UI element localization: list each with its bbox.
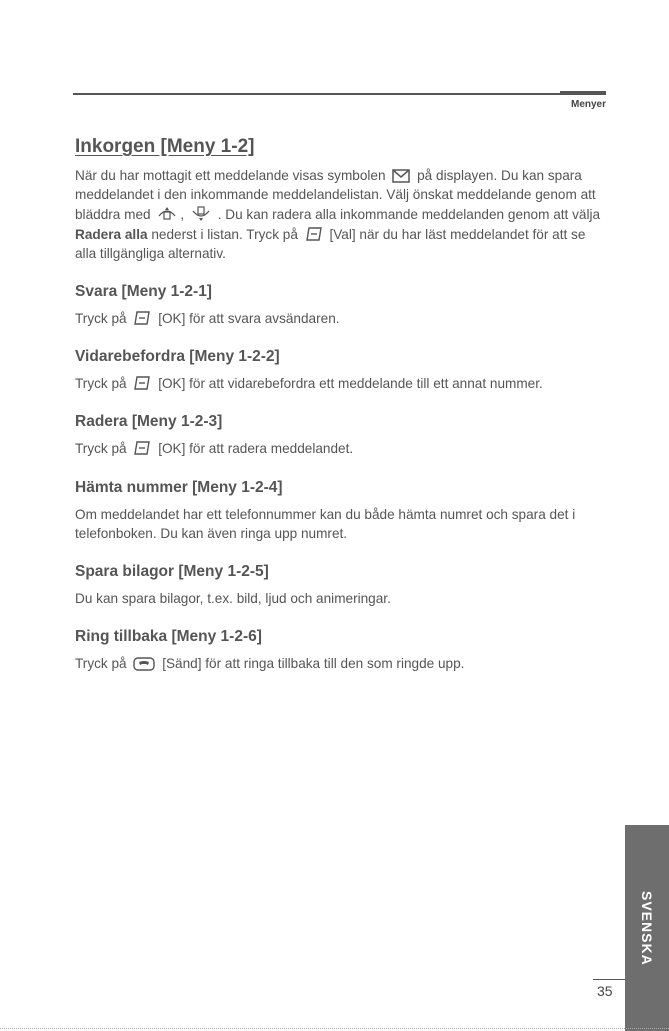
intro-comma: , — [180, 207, 185, 223]
section-radera — [75, 413, 605, 458]
section-text: Tryck på [OK] för att svara avsändaren. — [75, 311, 340, 327]
nav-key-up-down-icon — [157, 206, 177, 222]
section-heading: Ring tillbaka [Meny 1-2-6] — [75, 628, 262, 646]
language-tab — [625, 825, 669, 1031]
soft-key-icon — [133, 375, 151, 391]
section-text: Tryck på [OK] för att vidarebefordra ett meddelande till ett annat nummer. — [75, 376, 543, 392]
envelope-icon — [392, 169, 410, 183]
intro-text-4: nederst i listan. Tryck på — [151, 226, 298, 242]
intro-text-5: [Val] när du har läst meddelandet för att se alla tillgängliga alternativ. — [75, 226, 586, 261]
soft-key-icon — [133, 310, 151, 326]
section-ring-tillbaka — [75, 628, 605, 673]
intro-text-2: på displayen. Du kan spara meddelandet i den inkommande meddelandelistan. Välj önskat meddelande genom att bläddra med — [75, 168, 596, 223]
header-rule-accent — [560, 91, 606, 95]
section-heading: Svara [Meny 1-2-1] — [75, 283, 212, 301]
language-tab-label: SVENSKA — [639, 890, 655, 966]
page-title: Inkorgen [Meny 1-2] — [75, 136, 255, 157]
section-heading: Spara bilagor [Meny 1-2-5] — [75, 563, 269, 581]
page-content — [75, 136, 605, 673]
intro-text-3: . Du kan radera alla inkommande meddelanden genom att välja — [217, 207, 601, 223]
section-vidarebefordra — [75, 348, 605, 393]
section-hamta-nummer — [75, 479, 605, 543]
page-number-rule — [593, 979, 625, 980]
intro-text-1: När du har mottagit ett meddelande visas symbolen — [75, 168, 386, 183]
section-text: Du kan spara bilagor, t.ex. bild, ljud och animeringar. — [75, 591, 391, 607]
section-heading: Vidarebefordra [Meny 1-2-2] — [75, 348, 280, 366]
section-text: Tryck på [Sänd] för att ringa tillbaka till den som ringde upp. — [75, 656, 465, 672]
delete-all-option: Radera alla — [75, 226, 148, 242]
section-text: Tryck på [OK] för att radera meddelandet. — [75, 441, 354, 457]
section-text: Om meddelandet har ett telefonnummer kan du både hämta numret och spara det i telefonboken. Du kan även ringa upp numret. — [75, 506, 576, 541]
section-svara — [75, 283, 605, 328]
page-bottom-border — [0, 1028, 669, 1029]
send-key-icon — [133, 657, 155, 671]
section-spara-bilagor — [75, 563, 605, 608]
header-rule — [73, 93, 606, 95]
page-number: 35 — [597, 983, 613, 999]
intro-paragraph — [75, 166, 605, 263]
section-label: Menyer — [570, 99, 606, 110]
soft-key-icon — [133, 440, 151, 456]
section-heading: Hämta nummer [Meny 1-2-4] — [75, 478, 283, 496]
section-heading: Radera [Meny 1-2-3] — [75, 413, 223, 431]
nav-key-updown-alt-icon — [191, 204, 211, 222]
soft-key-icon — [305, 226, 323, 242]
